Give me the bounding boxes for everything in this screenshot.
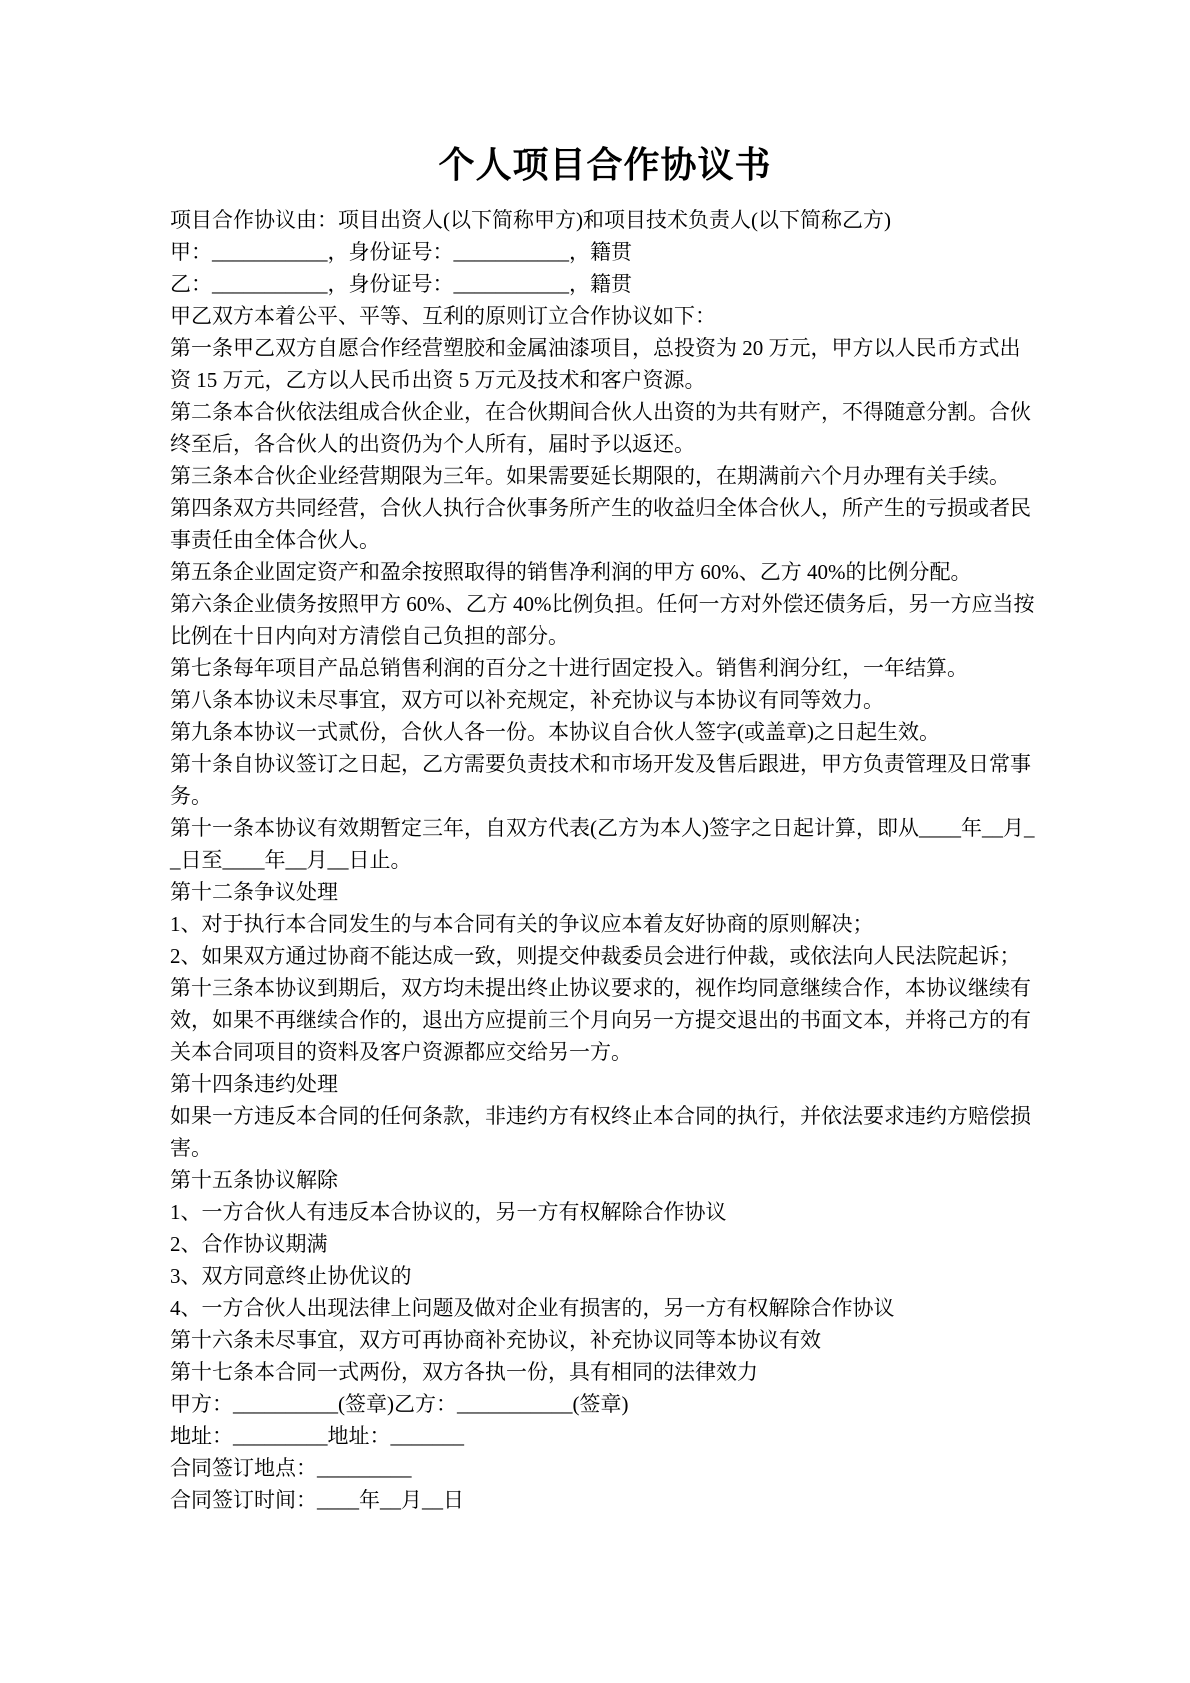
paragraph: 第十四条违约处理	[170, 1072, 338, 1096]
paragraph: 第一条甲乙双方自愿合作经营塑胶和金属油漆项目，总投资为 20 万元，甲方以人民币方式出资 15 万元，乙方以人民币出资 5 万元及技术和客户资源。	[170, 336, 1021, 392]
paragraph: 2、如果双方通过协商不能达成一致，则提交仲裁委员会进行仲裁，或依法向人民法院起诉；	[170, 944, 1021, 968]
paragraph: 地址：_________地址：_______	[170, 1424, 464, 1448]
paragraph: 合同签订时间：____年__月__日	[170, 1488, 464, 1512]
document-title: 个人项目合作协议书	[438, 145, 772, 185]
paragraph: 第十五条协议解除	[170, 1168, 338, 1192]
paragraph: 第二条本合伙依法组成合伙企业，在合伙期间合伙人出资的为共有财产，不得随意分割。合伙终至后，各合伙人的出资仍为个人所有，届时予以返还。	[170, 400, 1031, 456]
paragraph: 第三条本合伙企业经营期限为三年。如果需要延长期限的，在期满前六个月办理有关手续。	[170, 464, 1010, 488]
paragraph: 4、一方合伙人出现法律上问题及做对企业有损害的，另一方有权解除合作协议	[170, 1296, 895, 1320]
paragraph: 第五条企业固定资产和盈余按照取得的销售净利润的甲方 60%、乙方 40%的比例分配。	[170, 560, 972, 584]
paragraph: 第四条双方共同经营，合伙人执行合伙事务所产生的收益归全体合伙人，所产生的亏损或者民事责任由全体合伙人。	[170, 496, 1031, 552]
paragraph: 第十七条本合同一式两份，双方各执一份，具有相同的法律效力	[170, 1360, 758, 1384]
paragraph: 第九条本协议一式贰份，合伙人各一份。本协议自合伙人签字(或盖章)之日起生效。	[170, 720, 940, 744]
paragraph: 合同签订地点：_________	[170, 1456, 412, 1480]
paragraph: 第七条每年项目产品总销售利润的百分之十进行固定投入。销售利润分红，一年结算。	[170, 656, 968, 680]
paragraph: 如果一方违反本合同的任何条款，非违约方有权终止本合同的执行，并依法要求违约方赔偿损害。	[170, 1104, 1031, 1160]
paragraph: 1、对于执行本合同发生的与本合同有关的争议应本着友好协商的原则解决；	[170, 912, 874, 936]
paragraph: 甲乙双方本着公平、平等、互利的原则订立合作协议如下：	[170, 304, 716, 328]
paragraph: 3、双方同意终止协优议的	[170, 1264, 412, 1288]
paragraph: 第十六条未尽事宜，双方可再协商补充协议，补充协议同等本协议有效	[170, 1328, 821, 1352]
document-body	[170, 204, 1040, 1516]
paragraph: 项目合作协议由：项目出资人(以下简称甲方)和项目技术负责人(以下简称乙方)	[170, 208, 891, 232]
paragraph: 第十二条争议处理	[170, 880, 338, 904]
paragraph: 2、合作协议期满	[170, 1232, 328, 1256]
paragraph: 第十三条本协议到期后，双方均未提出终止协议要求的，视作均同意继续合作，本协议继续有效，如果不再继续合作的，退出方应提前三个月向另一方提交退出的书面文本，并将己方的有关本合同项目的资料及客户资源都应交给另一方。	[170, 976, 1031, 1064]
paragraph: 第十一条本协议有效期暂定三年，自双方代表(乙方为本人)签字之日起计算，即从____年__月__日至____年__月__日止。	[170, 816, 1035, 872]
paragraph: 第六条企业债务按照甲方 60%、乙方 40%比例负担。任何一方对外偿还债务后，另一方应当按比例在十日内向对方清偿自己负担的部分。	[170, 592, 1035, 648]
paragraph: 1、一方合伙人有违反本合协议的，另一方有权解除合作协议	[170, 1200, 727, 1224]
paragraph: 甲：___________，身份证号：___________，籍贯	[170, 240, 632, 264]
paragraph: 乙：___________，身份证号：___________，籍贯	[170, 272, 632, 296]
paragraph: 第八条本协议未尽事宜，双方可以补充规定，补充协议与本协议有同等效力。	[170, 688, 884, 712]
paragraph: 第十条自协议签订之日起，乙方需要负责技术和市场开发及售后跟进，甲方负责管理及日常事务。	[170, 752, 1031, 808]
paragraph: 甲方：__________(签章)乙方：___________(签章)	[170, 1392, 629, 1416]
